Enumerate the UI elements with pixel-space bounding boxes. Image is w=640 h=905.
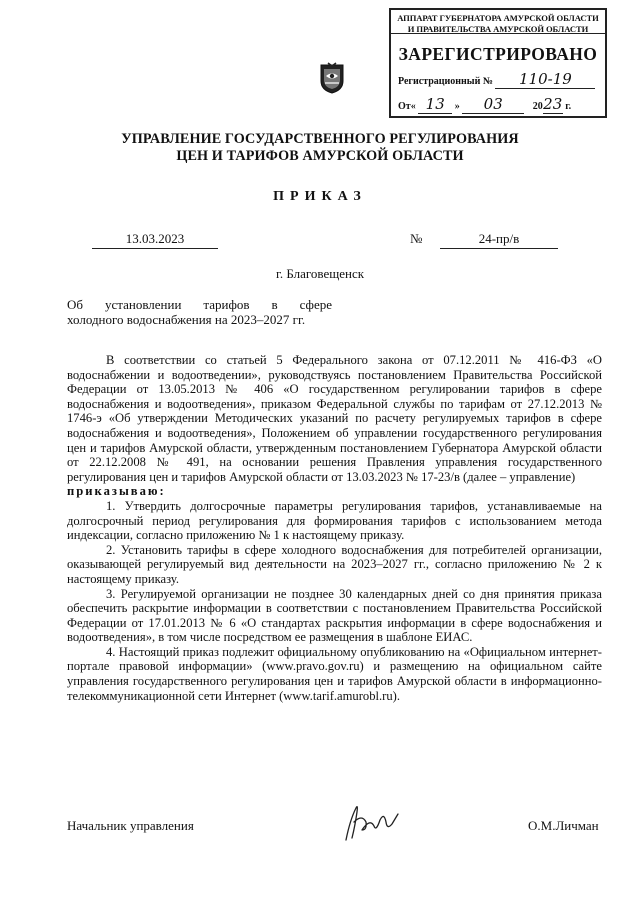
- order-body: [67, 353, 602, 703]
- stamp-year-end: г.: [565, 101, 572, 112]
- subject-line2: холодного водоснабжения на 2023–2027 гг.: [67, 312, 306, 327]
- organization-name: [0, 131, 640, 165]
- order-number: 24-пр/в: [440, 231, 558, 249]
- order-subject: [67, 297, 332, 327]
- order-word-paragraph: [67, 484, 602, 499]
- stamp-date-month: 03: [462, 95, 524, 114]
- signatory-position: Начальник управления: [67, 818, 194, 833]
- stamp-year-suffix: 23: [543, 95, 563, 113]
- stamp-reg-line: [398, 70, 595, 89]
- stamp-title: ЗАРЕГИСТРИРОВАНО: [398, 44, 598, 64]
- document-type-title: ПРИКАЗ: [273, 189, 367, 204]
- organization-line2: ЦЕН И ТАРИФОВ АМУРСКОЙ ОБЛАСТИ: [176, 148, 464, 164]
- order-item-3: 3. Регулируемой организации не позднее 30 календарных дней со дня принятия приказа обеспечить раскрытие информации в соответствии с постановлением Правительства Российской Федерации от 17.01.2013 № 6 «О стандартах раскрытия информации в сфере водоснабжения и водоотведения», в том числе посредством ее размещения в шаблоне ЕИАС.: [67, 586, 602, 645]
- signatory-name: О.М.Личман: [528, 818, 599, 833]
- order-word: приказываю:: [67, 484, 166, 499]
- order-item-4: 4. Настоящий приказ подлежит официальному опубликованию на «Официальном интернет-портале правовой информации» (www.pravo.gov.ru) и размещению на официальном сайте управления государственного регулирования цен и тарифов Амурской области в информационно-телекоммуникационной сети Интернет (www.tarif.amurobl.ru).: [67, 644, 602, 703]
- stamp-header-line1: АППАРАТ ГУБЕРНАТОРА АМУРСКОЙ ОБЛАСТИ: [397, 13, 599, 23]
- stamp-date-day: 13: [418, 95, 452, 114]
- stamp-year-prefix: 20: [532, 101, 543, 112]
- stamp-reg-label: Регистрационный №: [398, 76, 493, 87]
- city-name: г. Благовещенск: [275, 266, 365, 281]
- stamp-date-sep: »: [454, 101, 460, 112]
- subject-line1: Об установлении тарифов в сфере: [67, 297, 332, 312]
- order-number-label: №: [410, 231, 423, 246]
- order-item-2: 2. Установить тарифы в сфере холодного водоснабжения для потребителей организации, оказывающей регулируемый вид деятельности на 2023–2027 гг., согласно приложению № 2 к настоящему приказу.: [67, 542, 602, 586]
- stamp-date-prefix: От«: [398, 101, 416, 112]
- order-date: 13.03.2023: [92, 231, 218, 249]
- order-item-1: 1. Утвердить долгосрочные параметры регулирования тарифов, устанавливаемые на долгосрочный период регулирования для формирования тарифов с использованием метода индексации, согласно приложению № 1 к настоящему приказу.: [67, 498, 602, 543]
- stamp-date-line: [398, 95, 571, 114]
- coat-of-arms-emblem: [319, 62, 345, 94]
- organization-line1: УПРАВЛЕНИЕ ГОСУДАРСТВЕННОГО РЕГУЛИРОВАНИЯ: [121, 131, 519, 147]
- stamp-reg-number: 110-19: [495, 70, 595, 89]
- stamp-header-line2: И ПРАВИТЕЛЬСТВА АМУРСКОЙ ОБЛАСТИ: [407, 23, 589, 34]
- stamp-header: [391, 10, 605, 34]
- preamble-paragraph: В соответствии со статьей 5 Федерального закона от 07.12.2011 № 416-ФЗ «О водоснабжении и водоотведении», руководствуясь постановлением Правительства Российской Федерации от 13.05.2013 № 406 «О государственном регулировании тарифов в сфере водоснабжения и водоотведения», приказом Федеральной службы по тарифам от 27.12.2013 № 1746-э «Об утверждении Методических указаний по расчету регулируемых тарифов в сфере водоснабжения и водоотведения», Положением об управлении государственного регулирования цен и тарифов Амурской области, утвержденным постановлением Губернатора Амурской области от 22.12.2008 № 491, на основании решения Правления управления государственного регулирования цен и тарифов Амурской области от 13.03.2023 № 17-23/в (далее – управление): [67, 353, 602, 484]
- registration-stamp: [389, 8, 607, 118]
- handwritten-signature: [340, 800, 402, 844]
